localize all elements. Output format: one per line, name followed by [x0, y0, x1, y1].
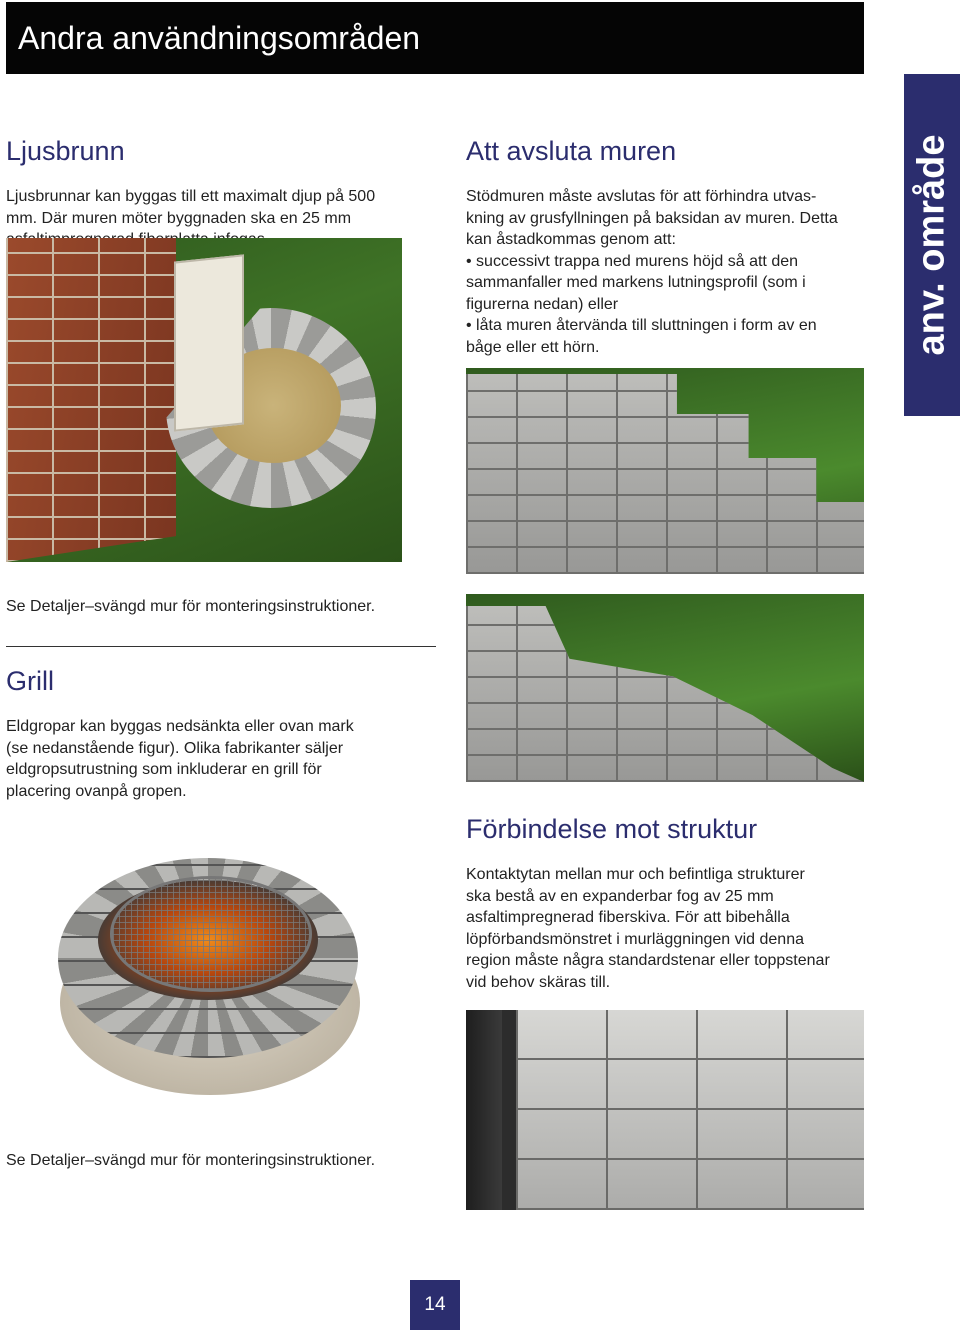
forbindelse-line: Kontaktytan mellan mur och befintliga strukturer [466, 866, 805, 883]
basement-window [174, 254, 244, 431]
forbindelse-line: asfaltimpregnerad fiberskiva. För att bibehålla [466, 909, 790, 926]
forbindelse-line: ska bestå av en expanderbar fog av 25 mm [466, 887, 774, 905]
section-divider [6, 646, 436, 647]
avsluta-text [466, 186, 866, 358]
grill-line: eldgropsutrustning som inkluderar en grill för [6, 761, 322, 778]
ljusbrunn-text: Ljusbrunnar kan byggas till ett maximalt djup på 500 mm. Där muren möter byggnaden ska en 25 mm [6, 188, 376, 227]
heading-avsluta: Att avsluta muren [466, 136, 677, 166]
avsluta-line: figurerna nedan) eller [466, 295, 619, 313]
expansion-joint [502, 1010, 516, 1210]
fire-pit-illustration [40, 850, 380, 1100]
return-wall-illustration [466, 594, 864, 782]
avsluta-line: båge eller ett hörn. [466, 338, 600, 356]
forbindelse-line: löpförbandsmönstret i murläggningen vid denna [466, 930, 804, 948]
grill-line: placering ovanpå gropen. [6, 782, 187, 800]
stepped-block-wall [466, 374, 864, 574]
heading-forbindelse: Förbindelse mot struktur [466, 814, 758, 844]
side-tab-label: anv. område [910, 134, 953, 356]
caption-curved-wall-1: Se Detaljer–svängd mur för monteringsinstruktioner. [6, 598, 376, 615]
light-well-illustration [6, 238, 402, 562]
section-side-tab [904, 74, 960, 416]
page-title: Andra användningsområden [18, 19, 421, 56]
forbindelse-text [466, 864, 876, 993]
avsluta-line: kning av grusfyllningen på baksidan av muren. Detta [466, 209, 838, 227]
avsluta-line: kan åstadkommas genom att: [466, 231, 676, 248]
avsluta-bullet: • låta muren återvända till sluttningen i form av en [466, 317, 817, 334]
grill-grate [110, 876, 312, 992]
page-header [6, 2, 864, 74]
caption-curved-wall-2: Se Detaljer–svängd mur för monteringsinstruktioner. [6, 1152, 376, 1169]
page-number: 14 [410, 1280, 460, 1330]
avsluta-line: sammanfaller med markens lutningsprofil (som i [466, 274, 806, 291]
heading-ljusbrunn: Ljusbrunn [6, 136, 125, 166]
block-wall-face [516, 1010, 864, 1210]
avsluta-bullet: • successivt trappa ned murens höjd så att den [466, 252, 799, 270]
return-block-wall [466, 606, 864, 782]
grill-line: Eldgropar kan byggas nedsänkta eller ovan mark [6, 718, 354, 735]
heading-grill: Grill [6, 666, 54, 696]
existing-structure [466, 1010, 502, 1210]
forbindelse-line: vid behov skäras till. [466, 973, 611, 991]
structure-connection-illustration [466, 1010, 864, 1210]
brick-wall [6, 238, 176, 562]
grill-text [6, 716, 406, 802]
grill-line: (se nedanstående figur). Olika fabrikanter säljer [6, 739, 344, 757]
stepped-wall-illustration [466, 368, 864, 574]
avsluta-line: Stödmuren måste avslutas för att förhindra utvas- [466, 188, 817, 205]
forbindelse-line: region måste några standardstenar eller toppstenar [466, 952, 830, 969]
